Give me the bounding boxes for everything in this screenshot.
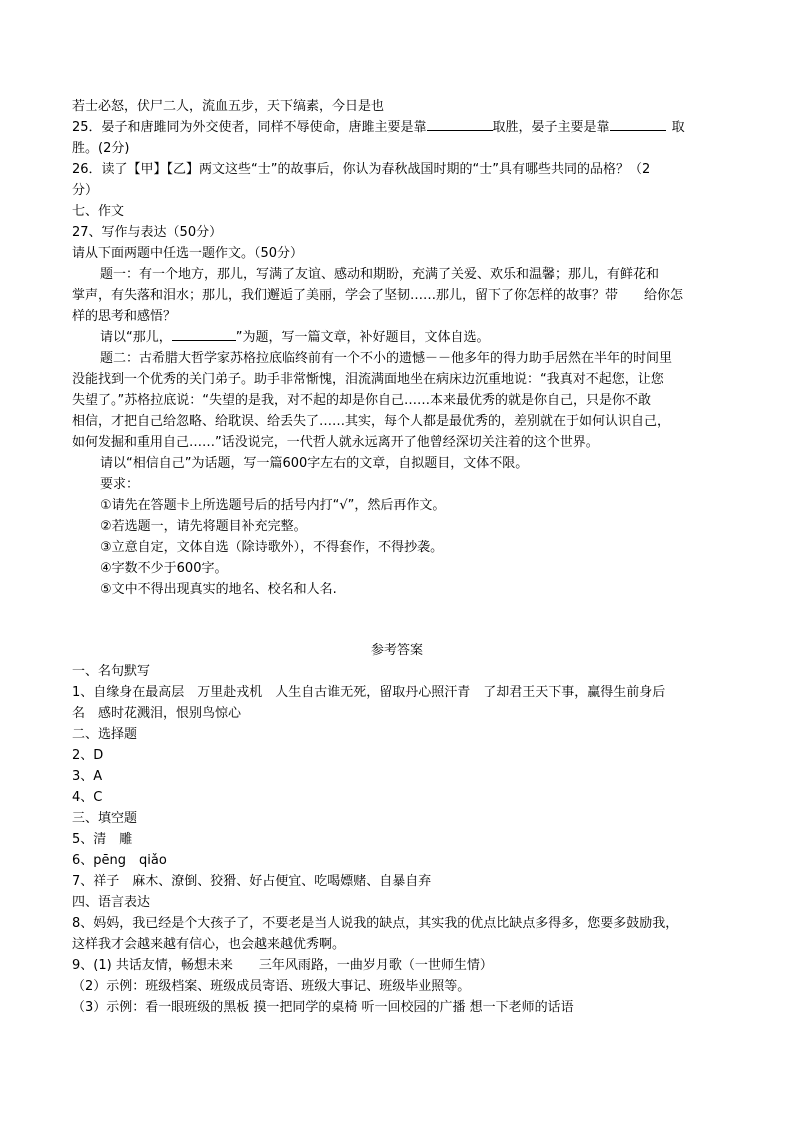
topic-1-line: 掌声，有失落和泪水；那儿，我们邂逅了美丽，学会了坚韧……那儿，留下了你怎样的故事？带 给你怎 [72,288,684,303]
requirement-item: ③立意自定，文体自选（除诗歌外），不得套作，不得抄袭。 [100,540,444,555]
answer-line: 9、(1) 共话友情，畅想未来 三年风雨路，一曲岁月歌（一世师生情） [72,958,493,973]
answer-blank [610,117,666,131]
text-line: 若士必怒，伏尸二人，流血五步，天下缟素，今日是也 [72,99,385,114]
requirement-item: ②若选题一，请先将题目补充完整。 [100,519,307,534]
topic-1-line: 题一：有一个地方，那儿，写满了友谊、感动和期盼，充满了关爱、欢乐和温馨；那儿，有鲜花和 [100,267,660,282]
answer-line: （3）示例：看一眼班级的黑板 摸一把同学的桌椅 听一回校园的广播 想一下老师的话语 [72,1000,574,1015]
question-27-heading: 27、写作与表达（50分） [72,225,223,240]
answer-line: 7、祥子 麻木、潦倒、狡猾、好占便宜、吃喝嫖赌、自暴自弃 [72,874,432,889]
question-25-text: 25．晏子和唐雎同为外交使者，同样不辱使命，唐雎主要是靠 [72,120,427,135]
topic-2-line: 失望了。”苏格拉底说：“失望的是我，对不起的却是你自己……本来最优秀的就是你自己，只是你不敢 [72,393,651,408]
answer-line: 3、A [72,769,103,784]
topic-1-prompt [100,327,724,348]
section-heading: 四、语言表达 [72,895,151,910]
answer-line: 4、C [72,790,103,805]
requirements-label: 要求： [100,477,140,492]
answer-line: 2、D [72,748,104,763]
answer-line: 6、pēng qiǎo [72,853,167,868]
answer-line: 名 感时花溅泪，恨别鸟惊心 [72,706,242,721]
question-25-text: 取 [671,120,685,135]
question-25-text: 取胜，晏子主要是靠 [492,120,610,135]
answer-line: 这样我才会越来越有信心，也会越来越优秀啊。 [72,937,346,952]
topic-2-line: 没能找到一个优秀的关门弟子。助手非常惭愧，泪流满面地坐在病床边沉重地说：“我真对不起您，让您 [72,372,664,387]
answer-key-title: 参考答案 [370,643,423,658]
answer-line: （2）示例：班级档案、班级成员寄语、班级大事记、班级毕业照等。 [72,979,471,994]
topic-1-prompt-text: 请以“那儿， [100,330,172,345]
instruction-line: 请从下面两题中任选一题作文。（50分） [72,246,304,261]
topic-2-line: 相信，才把自己给忽略、给耽误、给丢失了……其实，每个人都是最优秀的，差别就在于如何认识自己， [72,414,671,429]
answer-blank [427,117,493,131]
section-heading: 一、名句默写 [72,664,151,679]
question-25-line [72,117,724,138]
requirement-item: ①请先在答题卡上所选题号后的括号内打“√”，然后再作文。 [100,498,446,513]
answer-line: 8、妈妈，我已经是个大孩子了，不要老是当人说我的缺点，其实我的优点比缺点多得多，您要多鼓励我， [72,916,679,931]
topic-2-prompt: 请以“相信自己”为话题，写一篇600字左右的文章，自拟题目，文体不限。 [100,456,529,471]
question-26-line: 分） [72,183,99,198]
requirement-item: ④字数不少于600字。 [100,561,228,576]
topic-2-line: 题二：古希腊大哲学家苏格拉底临终前有一个不小的遗憾－－他多年的得力助手居然在半年的时间里 [100,351,673,366]
topic-1-prompt-text: ”为题，写一篇文章，补好题目，文体自选。 [235,330,490,345]
section-heading: 三、填空题 [72,811,138,826]
section-heading: 七、作文 [72,204,125,219]
topic-2-line: 如何发掘和重用自己……”话没说完，一代哲人就永远离开了他曾经深切关注着的这个世界。 [72,435,599,450]
section-heading: 二、选择题 [72,727,138,742]
requirement-item: ⑤文中不得出现真实的地名、校名和人名. [100,582,337,597]
answer-line: 1、自缘身在最高层 万里赴戎机 人生自古谁无死，留取丹心照汗青 了却君王天下事，赢得生前身后 [72,685,666,700]
title-blank [172,327,236,341]
question-26-line: 26．读了【甲】【乙】两文这些“士”的故事后，你认为春秋战国时期的“士”具有哪些共同的品格？（2 [72,162,651,177]
answer-line: 5、清 雕 [72,832,133,847]
topic-1-line: 样的思考和感悟？ [72,309,177,324]
question-25-line: 胜。(2分) [72,141,130,156]
